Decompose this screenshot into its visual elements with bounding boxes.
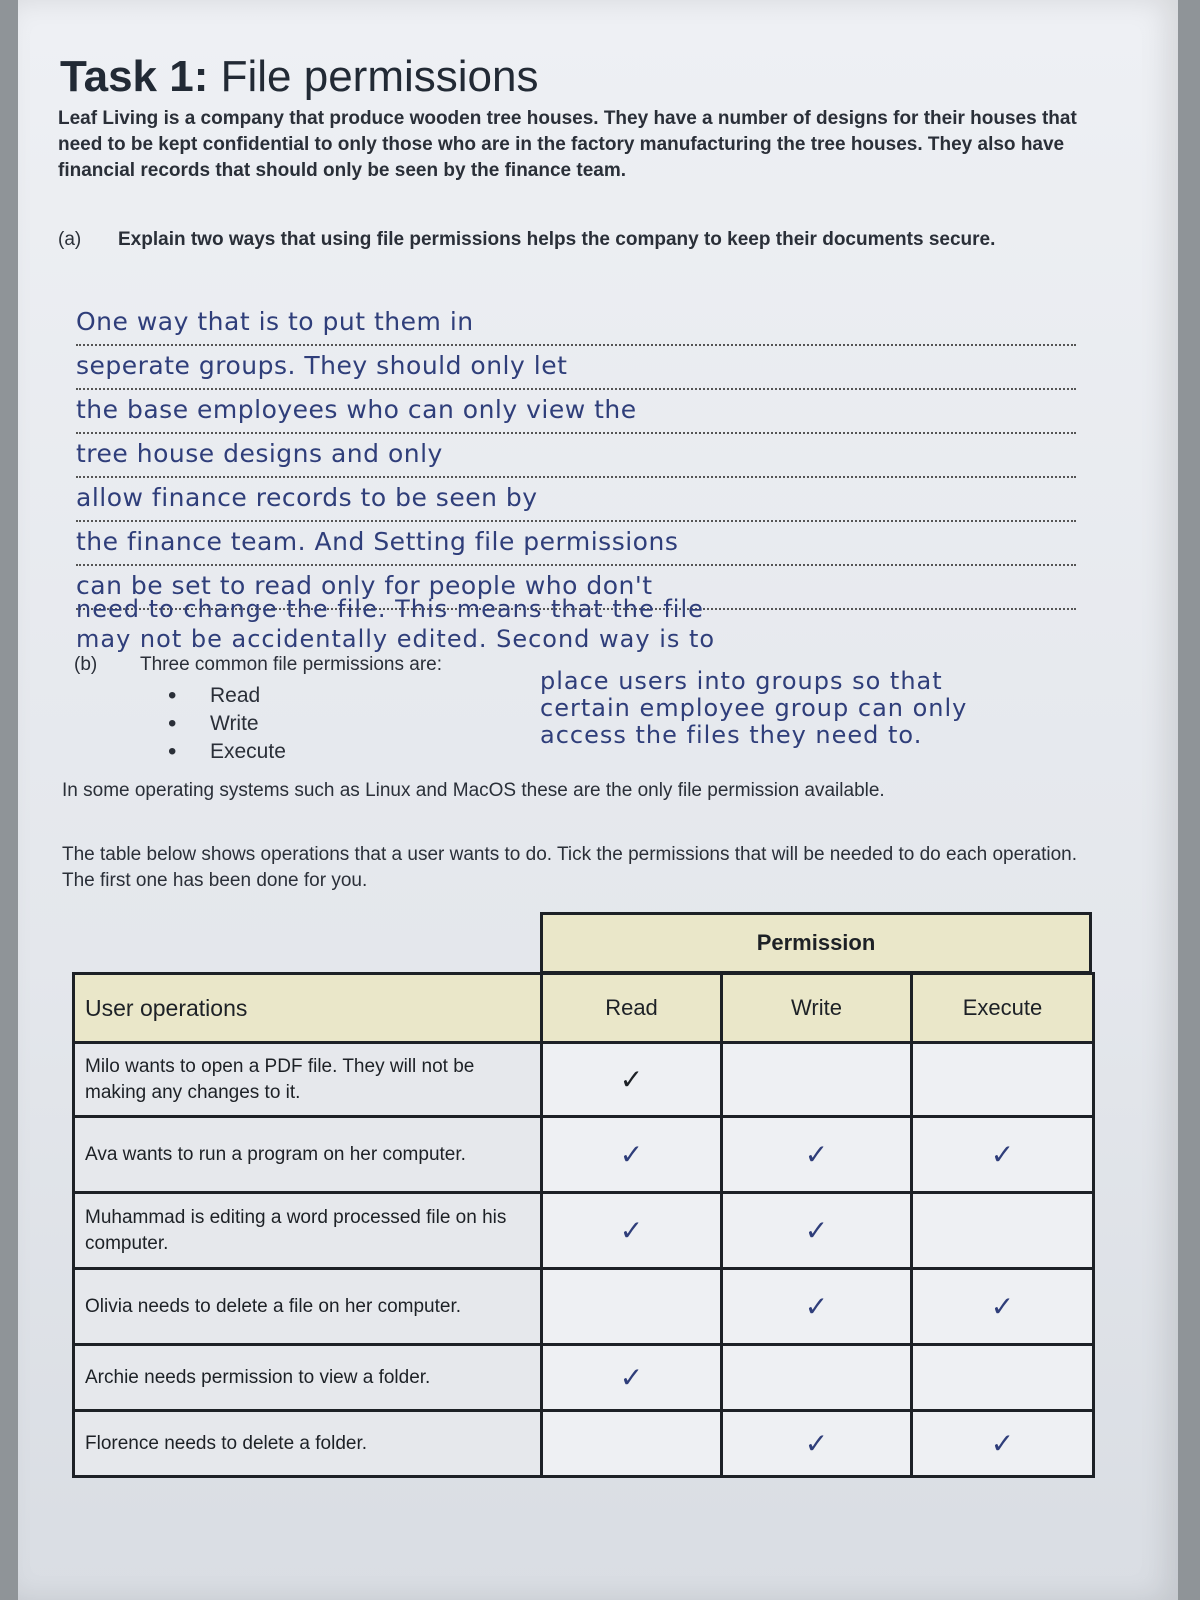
answer-line: One way that is to put them in bbox=[76, 302, 1076, 346]
answer-line: seperate groups. They should only let bbox=[76, 346, 1076, 390]
tick-cell-read[interactable] bbox=[542, 1411, 722, 1477]
tick-mark: ✓ bbox=[990, 1138, 1015, 1171]
tick-cell-write[interactable] bbox=[722, 1269, 912, 1345]
answer-line: allow finance records to be seen by bbox=[76, 478, 1076, 522]
tick-cell-execute[interactable] bbox=[912, 1269, 1094, 1345]
operation-cell: Muhammad is editing a word processed file on his computer. bbox=[74, 1193, 542, 1269]
permission-list bbox=[168, 682, 286, 766]
table-row bbox=[74, 1269, 1094, 1345]
handwritten-line: need to change the file. This means that the file bbox=[76, 595, 704, 623]
question-a-text: Explain two ways that using file permissions helps the company to keep their documents secure. bbox=[118, 229, 996, 250]
tick-cell-execute[interactable] bbox=[912, 1193, 1094, 1269]
tick-cell-write[interactable] bbox=[722, 1117, 912, 1193]
permission-list-item: • Read bbox=[168, 682, 286, 710]
permissions-table bbox=[72, 972, 1095, 1478]
tick-cell-execute[interactable] bbox=[912, 1117, 1094, 1193]
operation-cell: Milo wants to open a PDF file. They will not be making any changes to it. bbox=[74, 1043, 542, 1117]
tick-cell-execute[interactable] bbox=[912, 1043, 1094, 1117]
tick-mark: ✓ bbox=[619, 1063, 644, 1096]
operation-cell: Florence needs to delete a folder. bbox=[74, 1411, 542, 1477]
os-note-paragraph: In some operating systems such as Linux and MacOS these are the only file permission available. bbox=[62, 780, 885, 801]
permission-list-item: • Write bbox=[168, 710, 286, 738]
operation-cell: Olivia needs to delete a file on her computer. bbox=[74, 1269, 542, 1345]
table-row bbox=[74, 1411, 1094, 1477]
table-row bbox=[74, 1345, 1094, 1411]
question-b-text: Three common file permissions are: bbox=[140, 654, 442, 675]
column-header-write: Write bbox=[722, 974, 912, 1043]
tick-mark: ✓ bbox=[804, 1214, 829, 1247]
answer-line: can be set to read only for people who don't bbox=[76, 566, 1076, 610]
handwritten-answer-right bbox=[540, 668, 1160, 749]
tick-mark: ✓ bbox=[804, 1427, 829, 1460]
table-row bbox=[74, 1043, 1094, 1117]
tick-cell-read[interactable] bbox=[542, 1345, 722, 1411]
tick-mark: ✓ bbox=[990, 1290, 1015, 1323]
operation-cell: Archie needs permission to view a folder. bbox=[74, 1345, 542, 1411]
answer-line: the finance team. And Setting file permissions bbox=[76, 522, 1076, 566]
handwritten-line: place users into groups so that bbox=[540, 667, 943, 695]
table-row bbox=[74, 1117, 1094, 1193]
tick-mark: ✓ bbox=[990, 1427, 1015, 1460]
handwritten-line: certain employee group can only bbox=[540, 694, 968, 722]
tick-cell-read[interactable] bbox=[542, 1117, 722, 1193]
tick-cell-write[interactable] bbox=[722, 1043, 912, 1117]
permission-group-header: Permission bbox=[540, 912, 1092, 974]
task-title-lead: Task 1: bbox=[60, 52, 209, 101]
table-header-row bbox=[74, 974, 1094, 1043]
tick-cell-read[interactable] bbox=[542, 1193, 722, 1269]
tick-mark: ✓ bbox=[804, 1138, 829, 1171]
tick-mark: ✓ bbox=[619, 1361, 644, 1394]
table-row bbox=[74, 1193, 1094, 1269]
answer-line: tree house designs and only bbox=[76, 434, 1076, 478]
handwritten-line: may not be accidentally edited. Second way is to bbox=[76, 625, 716, 653]
tick-mark: ✓ bbox=[619, 1138, 644, 1171]
tick-cell-write[interactable] bbox=[722, 1411, 912, 1477]
column-header-operations: User operations bbox=[74, 974, 542, 1043]
tick-cell-read[interactable] bbox=[542, 1043, 722, 1117]
handwritten-line: access the files they need to. bbox=[540, 721, 923, 749]
task-title-text: File permissions bbox=[220, 52, 539, 101]
tick-mark: ✓ bbox=[804, 1290, 829, 1323]
tick-mark: ✓ bbox=[619, 1214, 644, 1247]
table-instructions: The table below shows operations that a user wants to do. Tick the permissions that will be needed to do each operation. The first one has been done for you. bbox=[62, 844, 1077, 891]
tick-cell-execute[interactable] bbox=[912, 1411, 1094, 1477]
tick-cell-execute[interactable] bbox=[912, 1345, 1094, 1411]
worksheet-page bbox=[18, 0, 1178, 1600]
column-header-execute: Execute bbox=[912, 974, 1094, 1043]
question-b bbox=[74, 654, 442, 676]
tick-cell-write[interactable] bbox=[722, 1193, 912, 1269]
task-title bbox=[60, 52, 538, 102]
answer-lines bbox=[76, 302, 1076, 610]
answer-line: the base employees who can only view the bbox=[76, 390, 1076, 434]
tick-cell-read[interactable] bbox=[542, 1269, 722, 1345]
operation-cell: Ava wants to run a program on her computer. bbox=[74, 1117, 542, 1193]
question-a bbox=[58, 228, 1058, 252]
handwritten-continuation bbox=[76, 594, 1106, 654]
intro-paragraph: Leaf Living is a company that produce wooden tree houses. They have a number of designs for their houses that need to be kept confidential to only those who are in the factory manufacturing the tree houses. They also have financial records that should only be seen by the finance team. bbox=[58, 108, 1077, 181]
tick-cell-write[interactable] bbox=[722, 1345, 912, 1411]
column-header-read: Read bbox=[542, 974, 722, 1043]
permission-list-item: • Execute bbox=[168, 738, 286, 766]
question-b-label: (b) bbox=[74, 654, 98, 675]
question-a-label: (a) bbox=[58, 229, 82, 250]
